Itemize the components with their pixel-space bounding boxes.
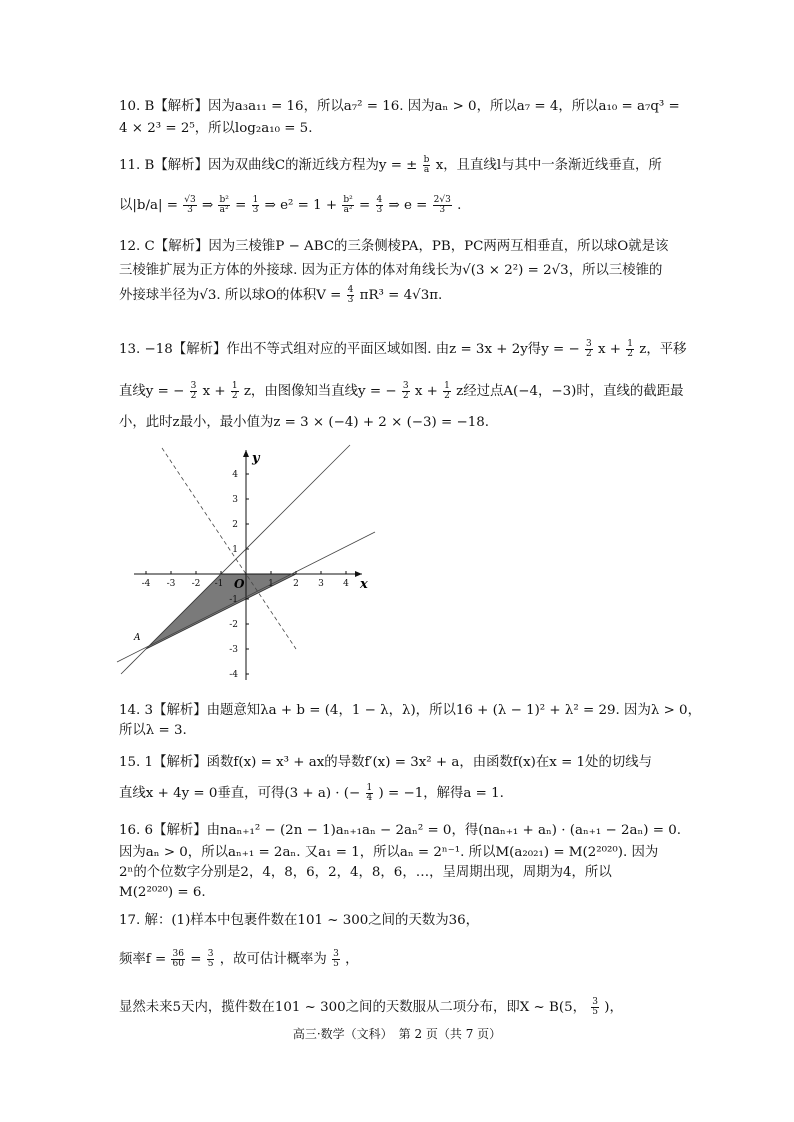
y-tick-label: -1 [229,595,238,605]
x-tick-label: 4 [343,579,349,589]
p10-line2: 4 × 2³ = 2⁵，所以log₂a₁₀ = 5. [119,121,313,136]
p13-line1 [119,340,687,359]
x-tick-label: -3 [166,579,176,589]
x-tick-label: -2 [191,579,201,589]
y-tick-label: 4 [232,470,238,480]
p16-line4: M(2²⁰²⁰) = 6. [119,885,206,900]
p17-line1: 17. 解：(1)样本中包裹件数在101 ~ 300之间的天数为36， [119,913,480,928]
y-axis-label: y [252,451,260,466]
p13-line3: 小，此时z最小，最小值为z = 3 × (−4) + 2 × (−3) = −18. [119,415,490,430]
p11-l2b: ⇒ [201,198,214,213]
p17-line3 [119,998,623,1017]
p11-l1b: x，且直线l与其中一条渐近线垂直，所 [435,158,662,173]
y-tick-label: -4 [229,670,238,680]
frac-1-over-2-c: $\frac{1}{2}$ [444,381,450,401]
frac-3-over-2-c: $\frac{3}{2}$ [402,381,409,401]
p17-l3b: )， [604,1000,623,1015]
p17-line2 [119,950,358,969]
page-footer: 高三·数学（文科） 第 2 页（共 7 页） [292,1027,502,1041]
frac-4-over-3: $\frac{4}{3}$ [376,195,383,215]
frac-1-over-2: $\frac{1}{2}$ [627,339,634,359]
p13-l2a: 直线y = − [119,384,185,399]
p12-line3 [119,286,442,305]
p11-l2e: = [359,198,371,213]
p15-l2a: 直线x + 4y = 0垂直，可得(3 + a) · (− [119,786,361,801]
p11-l1a: 11. B【解析】因为双曲线C的渐近线方程为y = ± [119,158,418,173]
p13-line2 [119,382,683,401]
p17-l2d: ， [345,952,359,967]
x-tick-label: -4 [141,579,151,589]
frac-sqrt3-over-3: $\frac{√3}{3}$ [184,195,196,215]
p17-l3a: 显然未来5天内，揽件数在101 ~ 300之间的天数服从二项分布，即X ~ B(5， [119,1000,586,1015]
frac-3-over-2: $\frac{3}{2}$ [586,339,592,359]
frac-1-over-3: $\frac{1}{3}$ [252,195,259,215]
frac-3-over-5-b: $\frac{3}{5}$ [333,949,339,969]
y-axis-arrow [243,450,249,457]
p11-l2c: = [235,198,247,213]
p12-line1: 12. C【解析】因为三棱锥P − ABC的三条侧棱PA，PB，PC两两互相垂直，所以球O就是该 [119,239,669,254]
origin-label: O [234,577,245,591]
p17-l2a: 频率f = [119,952,167,967]
p11-line1 [119,156,662,175]
p16-line2: 因为aₙ > 0，所以aₙ₊₁ = 2aₙ. 又a₁ = 1，所以aₙ = 2ⁿ⁻¹. 所以M(a₂₀₂₁) = M(2²⁰²⁰). 因为 [119,845,659,860]
p13-l1c: z，平移 [639,342,687,357]
frac-3-over-2-b: $\frac{3}{2}$ [190,381,197,401]
p11-l2d: ⇒ e² = 1 + [264,198,338,213]
p13-l2e: z经过点A(−4，−3)时，直线的截距最 [456,384,684,399]
frac-3-over-5: $\frac{3}{5}$ [207,949,214,969]
frac-4-over-3-v: $\frac{4}{3}$ [347,285,354,305]
p12-line2: 三棱锥扩展为正方体的外接球. 因为正方体的体对角线长为√(3 × 2²) = 2√3，所以三棱锥的 [119,263,663,278]
p16-line1: 16. 6【解析】由naₙ₊₁² − (2n − 1)aₙ₊₁aₙ − 2aₙ² = 0，得(naₙ₊₁ + aₙ) · (aₙ₊₁ − 2aₙ) = 0. [119,823,681,838]
p17-l2b: = [190,952,202,967]
frac-b-over-a: $\frac{b}{a}$ [423,155,430,175]
p16-line3: 2ⁿ的个位数字分别是2，4，8，6，2，4，8，6，…，呈周期出现，周期为4，所以 [119,865,612,880]
p12-l3a: 外接球半径为√3. 所以球O的体积V = [119,288,342,303]
frac-2sqrt3-over-3: $\frac{2√3}{3}$ [433,195,451,215]
p11-line2 [119,196,461,215]
frac-b2-over-a2-2: $\frac{\text{b²}}{\text{a²}}$ [343,195,353,215]
frac-b2-over-a2: $\frac{\text{b²}}{\text{a²}}$ [219,195,229,215]
p11-l2f: ⇒ e = [388,198,428,213]
y-tick-label: -2 [229,620,238,630]
y-tick-label: -3 [229,645,238,655]
frac-3-over-5-c: $\frac{3}{5}$ [592,997,598,1017]
y-tick-label: 2 [232,520,238,530]
frac-1-over-2-b: $\frac{1}{2}$ [231,381,238,401]
x-tick-label: 3 [318,579,324,589]
p12-l3b: πR³ = 4√3π. [359,288,443,303]
point-a-label: A [134,633,141,643]
p13-l2b: x + [202,384,226,399]
x-tick-label: -1 [214,579,224,589]
frac-1-over-4: $\frac{1}{4}$ [366,783,373,803]
x-axis-label: x [360,577,368,592]
p14-line1: 14. 3【解析】由题意知λa + b = (4，1 − λ，λ)，所以16 + (λ − 1)² + λ² = 29. 因为λ > 0， [119,703,701,718]
x-tick-label: 2 [293,579,299,589]
p13-l1a: 13. −18【解析】作出不等式组对应的平面区域如图. 由z = 3x + 2y得y = − [119,342,580,357]
p14-line2: 所以λ = 3. [119,723,187,738]
p17-l2c: ，故可估计概率为 [219,952,327,967]
x-tick-label: 1 [268,579,274,589]
frac-36-over-60: $\frac{36}{60}$ [172,949,184,969]
p10-line1: 10. B【解析】因为a₃a₁₁ = 16，所以a₇² = 16. 因为aₙ > 0，所以a₇ = 4，所以a₁₀ = a₇q³ = [119,99,680,114]
p13-l1b: x + [598,342,622,357]
p11-l2g: . [457,198,462,213]
y-tick-label: 3 [232,495,238,505]
y-tick-label: 1 [232,545,238,555]
region-figure [112,440,380,688]
p13-l2c: z，由图像知当直线y = − [243,384,397,399]
p15-line1: 15. 1【解析】函数f(x) = x³ + ax的导数f′(x) = 3x² + a，由函数f(x)在x = 1处的切线与 [119,755,653,770]
p11-l2a: 以|b/a| = [119,198,178,213]
p15-line2 [119,784,504,803]
p13-l2d: x + [414,384,438,399]
p15-l2b: ) = −1，解得a = 1. [378,786,504,801]
